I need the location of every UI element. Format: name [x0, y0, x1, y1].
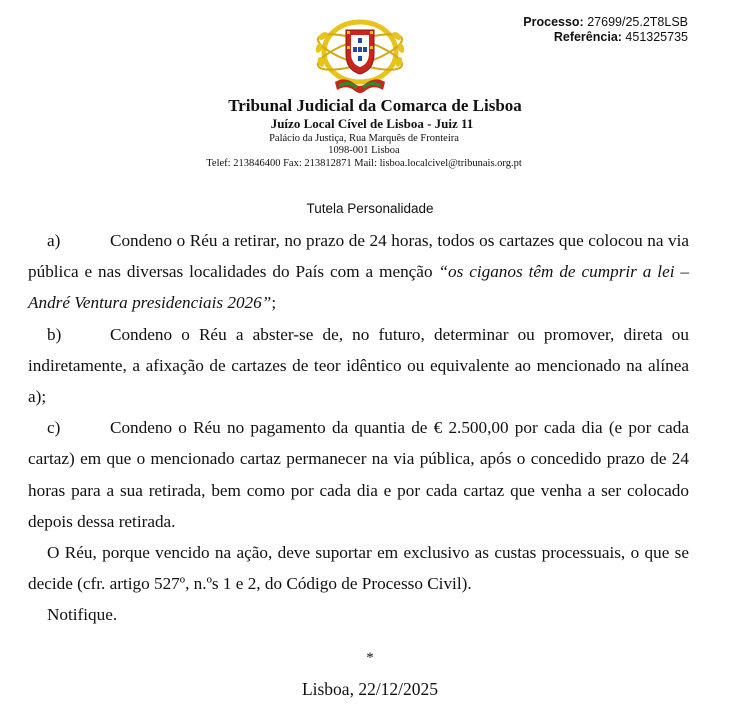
- place-and-date: Lisboa, 22/12/2025: [301, 679, 439, 699]
- processo-line: [523, 15, 688, 30]
- item-c-text: Condeno o Réu no pagamento da quantia de € 2.500,00 por cada dia (e por cada cartaz) em que o mencionado cartaz permanecer na via pública, após o concedido prazo de 24 horas para a sua retirada, bem como por cada dia e por cada cartaz que venha a ser colocado depois dessa retirada.: [28, 418, 689, 531]
- costs-paragraph: O Réu, porque vencido na ação, deve suportar em exclusivo as custas processuais, o que se decide (cfr. artigo 527º, n.ºs 1 e 2, do Código de Processo Civil).: [28, 543, 689, 594]
- court-postal: 1098-001 Lisboa: [328, 145, 400, 156]
- case-reference: [523, 15, 688, 45]
- item-b: [28, 319, 689, 413]
- item-a-end: ;: [271, 293, 277, 313]
- item-a-label: a): [47, 231, 61, 250]
- notify-paragraph: Notifique.: [47, 605, 118, 625]
- item-c-label: c): [47, 418, 61, 438]
- court-unit: Juízo Local Cível de Lisboa - Juiz 11: [270, 116, 474, 131]
- referencia-label: Referência:: [553, 30, 622, 44]
- court-name: Tribunal Judicial da Comarca de Lisboa: [228, 96, 522, 115]
- item-a-quote: “os ciganos têm de cumprir a lei – André Ventura presidenciais 2026”: [28, 262, 689, 313]
- separator-asterisk: *: [366, 650, 374, 666]
- item-a: [28, 225, 689, 319]
- decision-body: [28, 225, 689, 631]
- court-header: [0, 96, 740, 170]
- court-contacts: Telef: 213846400 Fax: 213812871 Mail: lisboa.localcivel@tribunais.org.pt: [206, 158, 522, 169]
- portugal-coat-of-arms-icon: [305, 16, 415, 98]
- item-c: [28, 412, 689, 537]
- court-address: Palácio da Justiça, Rua Marquês de Fronteira: [269, 133, 459, 144]
- item-b-label: b): [47, 324, 62, 344]
- referencia-line: [523, 30, 688, 45]
- processo-label: Processo:: [523, 15, 584, 29]
- case-subject: Tutela Personalidade: [306, 201, 434, 216]
- item-a-text: Condeno o Réu a retirar, no prazo de 24 horas, todos os cartazes que colocou na via pública e nas diversas localidades do País com a menção: [28, 231, 689, 282]
- processo-value: 27699/25.2T8LSB: [587, 15, 688, 29]
- item-b-text: Condeno o Réu a abster-se de, no futuro, determinar ou promover, direta ou indiretamente, a afixação de cartazes de teor idêntico ou equivalente ao mencionado na alínea a);: [28, 324, 689, 407]
- referencia-value: 451325735: [625, 30, 688, 44]
